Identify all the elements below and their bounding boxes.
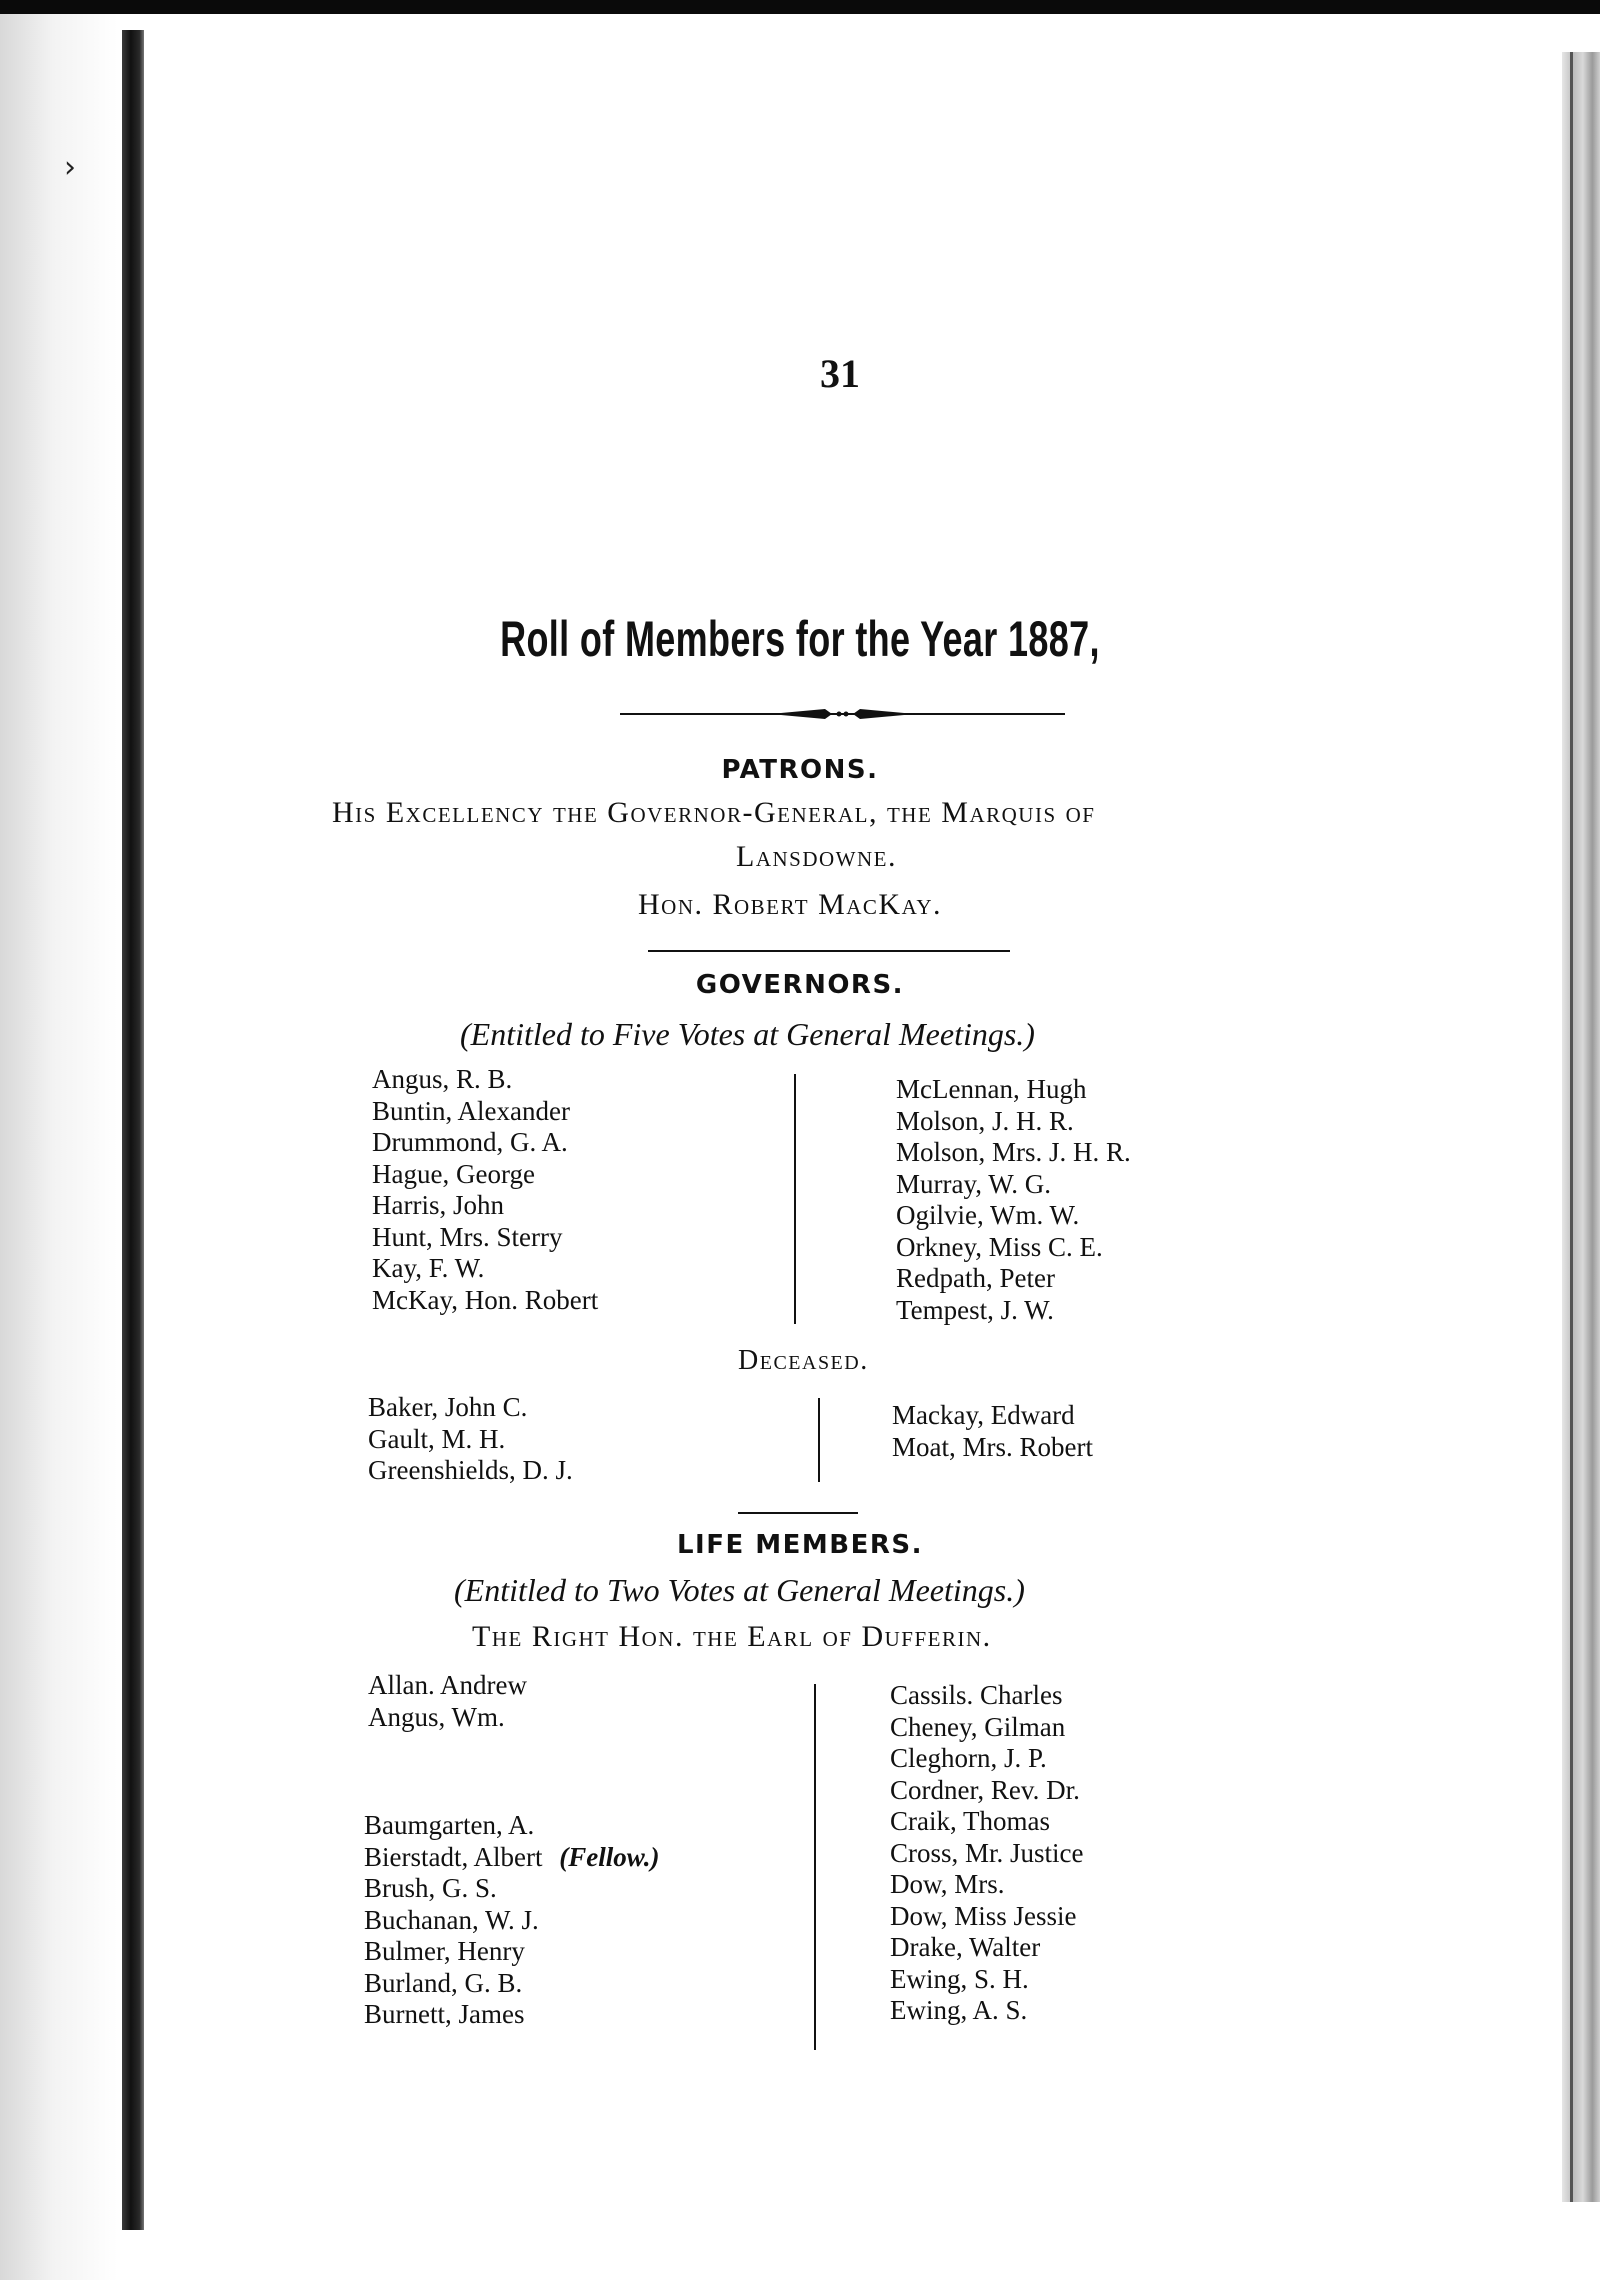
member-name: Dow, Mrs. <box>890 1869 1005 1899</box>
life-members-left-top <box>368 1670 527 1733</box>
member-name: Ewing, A. S. <box>890 1995 1028 2025</box>
member-name: Cleghorn, J. P. <box>890 1743 1047 1773</box>
member-name: Greenshields, D. J. <box>368 1455 573 1485</box>
life-members-right-column <box>890 1680 1084 2027</box>
member-name: Allan. Andrew <box>368 1670 527 1700</box>
member-name: Harris, John <box>372 1190 504 1220</box>
life-members-note: (Entitled to Two Votes at General Meetings.) <box>454 1572 1025 1608</box>
section-divider <box>648 950 1010 952</box>
margin-mark: › <box>64 150 76 185</box>
member-name-fellow <box>364 1842 659 1874</box>
governors-right-column <box>896 1074 1131 1326</box>
member-name: Kay, F. W. <box>372 1253 485 1283</box>
member-name: Ewing, S. H. <box>890 1963 1029 1994</box>
page-number: 31 <box>820 351 860 396</box>
member-name: Craik, Thomas <box>890 1806 1050 1836</box>
member-name: Hunt, Mrs. Sterry <box>372 1221 563 1252</box>
member-name: Angus, R. B. <box>372 1064 513 1094</box>
member-name: Bulmer, Henry <box>364 1936 525 1966</box>
fellow-note: (Fellow.) <box>559 1841 660 1872</box>
governors-left-column <box>372 1064 598 1316</box>
member-name: Orkney, Miss C. E. <box>896 1231 1103 1262</box>
scan-top-border <box>0 0 1600 14</box>
member-name: Brush, G. S. <box>364 1873 497 1903</box>
page-title: Roll of Members for the Year 1887, <box>500 611 1100 667</box>
patron-line: His Excellency the Governor-General, the Marquis of <box>332 796 1096 829</box>
member-name: Ogilvie, Wm. W. <box>896 1200 1080 1230</box>
patron-line: Hon. Robert MacKay. <box>638 888 942 921</box>
member-name: Drummond, G. A. <box>372 1127 568 1157</box>
member-name: McKay, Hon. Robert <box>372 1284 599 1315</box>
member-name: Bierstadt, Albert <box>364 1841 543 1872</box>
life-members-special: The Right Hon. the Earl of Dufferin. <box>472 1620 992 1653</box>
deceased-left-column <box>368 1392 573 1487</box>
member-name: Baumgarten, A. <box>364 1810 535 1840</box>
member-name: Cross, Mr. Justice <box>890 1837 1084 1868</box>
member-name: Hague, George <box>372 1158 535 1189</box>
life-members-heading: LIFE MEMBERS. <box>676 1530 924 1560</box>
section-divider <box>738 1512 858 1514</box>
member-name: McLennan, Hugh <box>896 1074 1087 1104</box>
member-name: Buchanan, W. J. <box>364 1904 539 1935</box>
member-name: Baker, John C. <box>368 1392 528 1422</box>
deceased-heading: Deceased. <box>738 1345 869 1376</box>
member-name: Cassils. Charles <box>890 1680 1063 1710</box>
member-name: Angus, Wm. <box>368 1701 505 1732</box>
member-name: Dow, Miss Jessie <box>890 1900 1077 1931</box>
member-name: Cheney, Gilman <box>890 1711 1066 1742</box>
member-name: Murray, W. G. <box>896 1168 1051 1199</box>
member-name: Molson, Mrs. J. H. R. <box>896 1137 1131 1167</box>
member-name: Gault, M. H. <box>368 1423 506 1454</box>
member-name: Buntin, Alexander <box>372 1095 570 1126</box>
deceased-right-column <box>892 1400 1093 1463</box>
column-divider <box>814 1684 816 2050</box>
member-name: Drake, Walter <box>890 1932 1041 1962</box>
column-divider <box>794 1074 796 1324</box>
member-name: Mackay, Edward <box>892 1400 1075 1430</box>
column-divider <box>818 1398 820 1482</box>
governors-note: (Entitled to Five Votes at General Meetings.) <box>460 1016 1035 1052</box>
member-name: Redpath, Peter <box>896 1263 1055 1293</box>
patron-line: Lansdowne. <box>736 840 897 873</box>
member-name: Burland, G. B. <box>364 1967 523 1998</box>
member-name: Tempest, J. W. <box>896 1294 1054 1325</box>
member-name: Molson, J. H. R. <box>896 1105 1074 1136</box>
member-name: Moat, Mrs. Robert <box>892 1431 1093 1462</box>
member-name: Cordner, Rev. Dr. <box>890 1774 1080 1805</box>
member-name: Burnett, James <box>364 1999 525 2029</box>
ornamental-rule <box>620 703 1065 725</box>
governors-heading: GOVERNORS. <box>695 970 905 1000</box>
patrons-heading: PATRONS. <box>721 755 879 785</box>
life-members-left-column <box>364 1810 659 2031</box>
